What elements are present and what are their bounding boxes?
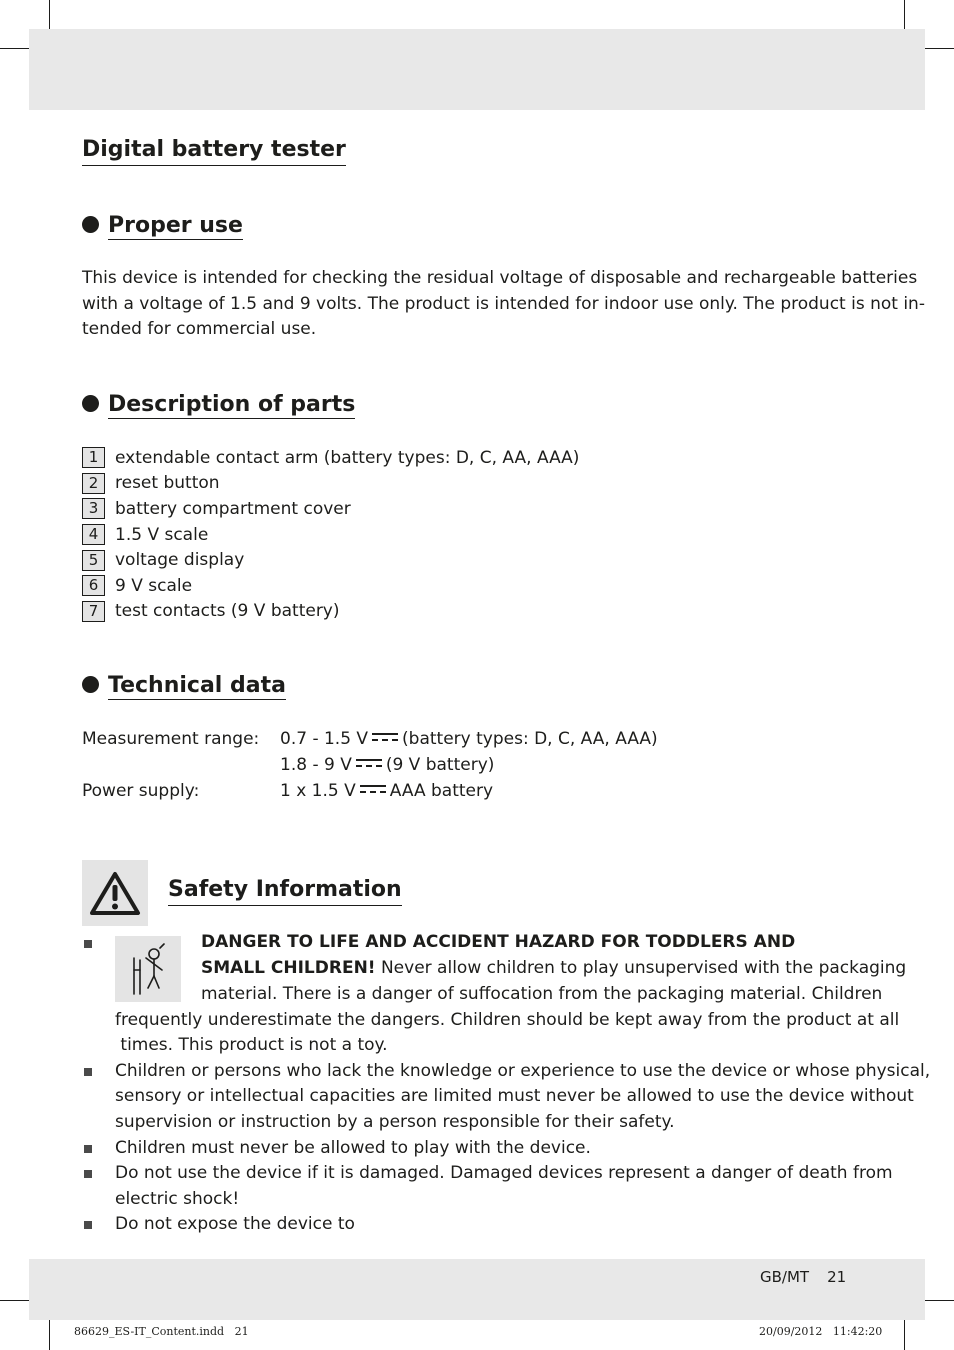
text-line: This device is intended for checking the residual voltage of disposable and rechargeable batteries [82, 268, 918, 288]
safety-title: Safety Information [168, 876, 402, 906]
bullet-dot-icon [82, 216, 99, 233]
list-item [82, 496, 579, 522]
part-label: reset button [115, 473, 220, 494]
list-item [82, 599, 579, 625]
page-title: Digital battery tester [82, 136, 346, 166]
safety-item-text: Children must never be allowed to play with the device. [115, 1138, 591, 1158]
part-label: 9 V scale [115, 575, 193, 596]
part-number: 5 [82, 550, 105, 571]
technical-data [82, 726, 658, 804]
dc-current-icon [356, 759, 382, 768]
warning-line: frequently underestimate the dangers. Children should be kept away from the product at all [115, 1010, 900, 1030]
header-band [29, 29, 925, 110]
section-title: Description of parts [108, 392, 356, 417]
tech-value [280, 752, 494, 778]
power-note: AAA battery [389, 781, 494, 801]
bullet-square-icon [84, 1068, 92, 1076]
child-warning-icon [115, 936, 181, 1002]
section-heading-technical [82, 672, 286, 700]
crop-mark [49, 1316, 50, 1350]
warning-line: material. There is a danger of suffocation from the packaging material. Children [201, 984, 883, 1004]
range-value: 1.8 - 9 V [280, 755, 352, 775]
safety-item-text: sensory or intellectual capacities are limited must never be allowed to use the device without [115, 1086, 914, 1106]
slug-date: 20/09/2012 11:42:20 [759, 1325, 883, 1338]
section-title: Technical data [108, 673, 286, 698]
list-item [82, 445, 579, 471]
bullet-square-icon [84, 1145, 92, 1153]
parts-list [82, 445, 579, 624]
bullet-dot-icon [82, 676, 99, 693]
proper-use-text [82, 266, 925, 343]
list-item [82, 547, 579, 573]
tech-value [280, 726, 658, 752]
page-num: 21 [827, 1268, 847, 1286]
range-value: 0.7 - 1.5 V [280, 729, 369, 749]
safety-item-text: electric shock! [115, 1189, 240, 1209]
section-title: Proper use [108, 213, 243, 238]
warning-text: Never allow children to play unsupervised with the packaging [380, 958, 907, 978]
part-label: voltage display [115, 550, 245, 571]
dc-current-icon [372, 733, 398, 742]
part-number: 3 [82, 498, 105, 519]
crop-mark [904, 1316, 905, 1350]
safety-item-text: Do not use the device if it is damaged. Damaged devices represent a danger of death from [115, 1163, 893, 1183]
section-heading-proper-use [82, 212, 243, 240]
safety-item-text: Children or persons who lack the knowledge or experience to use the device or whose physical, [115, 1061, 931, 1081]
slug-file: 86629_ES-IT_Content.indd 21 [74, 1325, 249, 1338]
power-value: 1 x 1.5 V [280, 781, 356, 801]
safety-item-text: supervision or instruction by a person responsible for their safety. [115, 1112, 675, 1132]
text-line: with a voltage of 1.5 and 9 volts. The product is intended for indoor use only. The product is not in- [82, 293, 925, 314]
section-heading-description [82, 391, 355, 419]
part-label: battery compartment cover [115, 498, 351, 519]
crop-mark [920, 1300, 954, 1301]
range-note: (battery types: D, C, AA, AAA) [402, 729, 658, 749]
tech-row-measurement-2 [82, 752, 658, 778]
part-label: extendable contact arm (battery types: D, C, AA, AAA) [115, 447, 580, 468]
tech-row-power [82, 778, 658, 804]
bullet-square-icon [84, 1221, 92, 1229]
tech-label: Power supply: [82, 781, 200, 801]
range-note: (9 V battery) [385, 755, 495, 775]
part-number: 4 [82, 524, 105, 545]
part-number: 2 [82, 473, 105, 494]
tech-value [280, 778, 493, 804]
warning-line: times. This product is not a toy. [115, 1035, 388, 1055]
part-label: test contacts (9 V battery) [115, 601, 340, 622]
crop-mark [920, 48, 954, 49]
bullet-dot-icon [82, 395, 99, 412]
warning-heading-emphasis: SMALL CHILDREN! [201, 958, 376, 978]
dc-current-icon [360, 785, 386, 794]
list-item [82, 471, 579, 497]
part-number: 7 [82, 601, 105, 622]
bullet-square-icon [84, 1170, 92, 1178]
page-label: GB/MT [760, 1268, 810, 1286]
tech-row-measurement [82, 726, 658, 752]
safety-item-text: Do not expose the device to [115, 1214, 355, 1234]
tech-label: Measurement range: [82, 729, 260, 749]
warning-line [201, 956, 906, 982]
list-item [82, 573, 579, 599]
page-number [760, 1268, 846, 1286]
warning-triangle-icon [82, 860, 148, 926]
text-line: tended for commercial use. [82, 319, 317, 340]
part-number: 1 [82, 447, 105, 468]
part-number: 6 [82, 575, 105, 596]
part-label: 1.5 V scale [115, 524, 209, 545]
list-item [82, 522, 579, 548]
warning-heading-line: DANGER TO LIFE AND ACCIDENT HAZARD FOR TODDLERS AND [201, 932, 796, 952]
bullet-square-icon [84, 940, 92, 948]
